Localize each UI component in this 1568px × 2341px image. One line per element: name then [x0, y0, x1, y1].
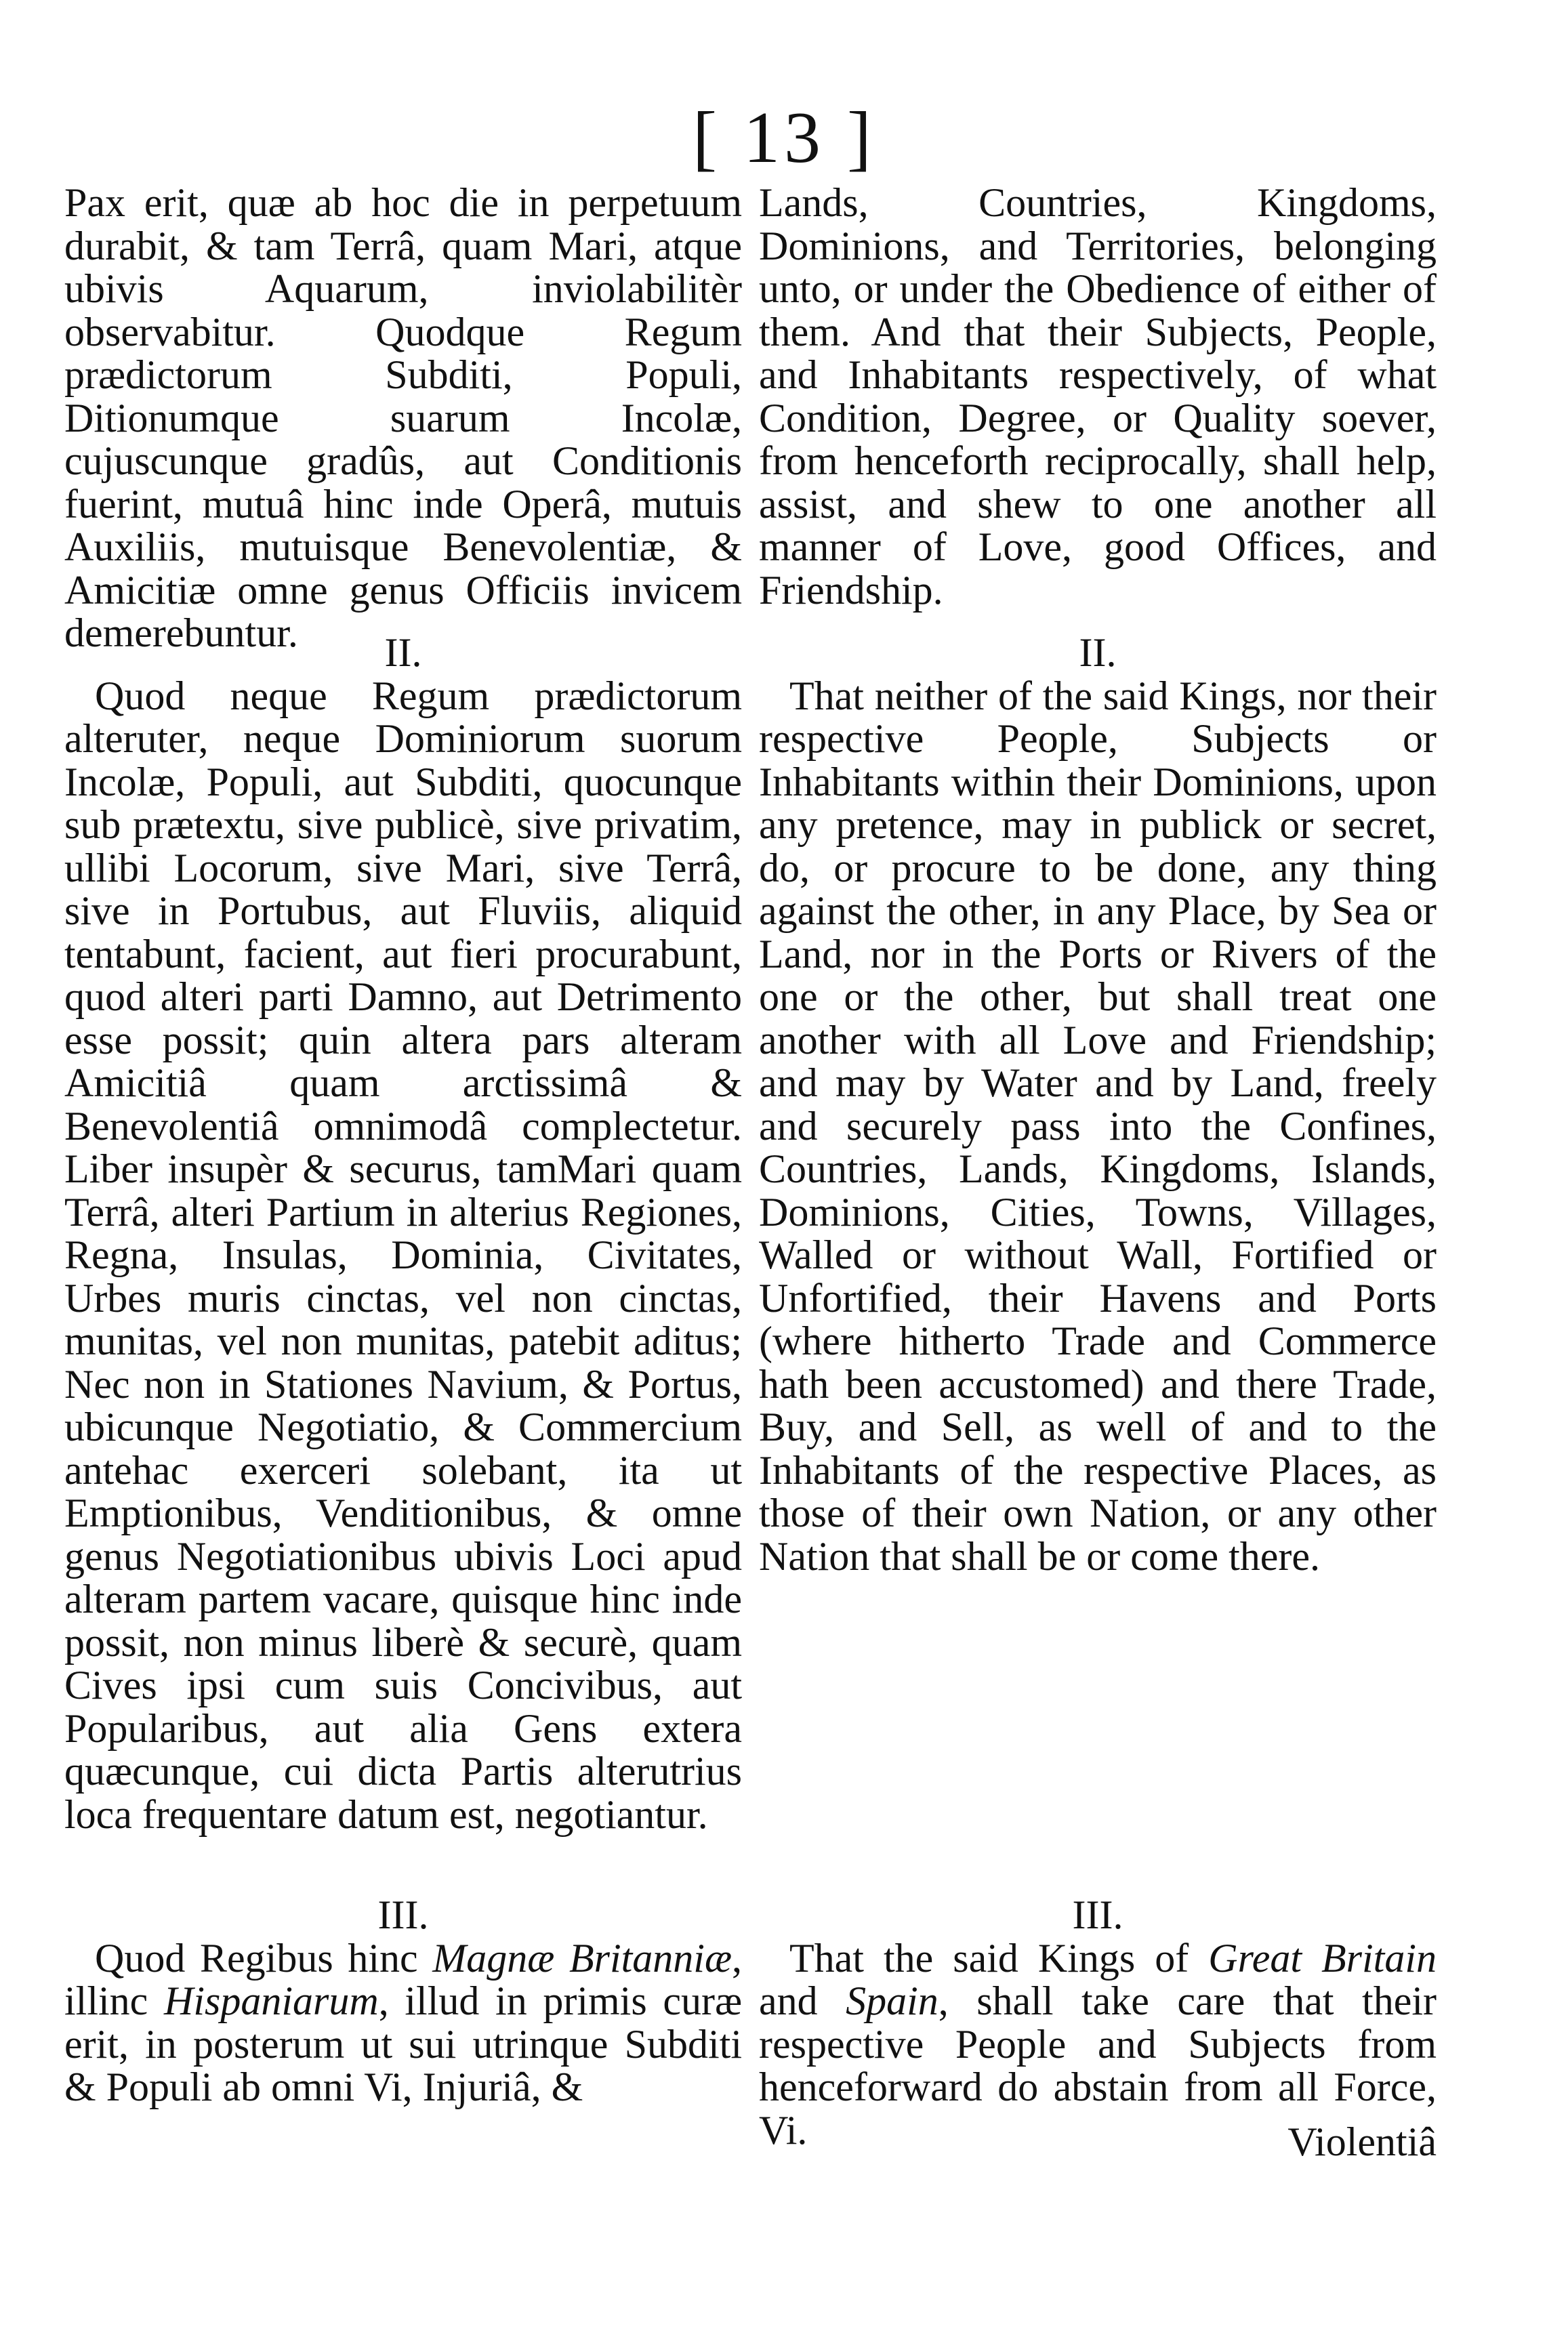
english-heading-3: III.	[1072, 1892, 1123, 1937]
latin-article-3	[64, 1894, 742, 2109]
latin-paragraph-3: Quod Regibus hinc Magnæ Britanniæ, illinc Hispaniarum, illud in primis curæ erit, in posterum ut sui utrinque Subditi & Populi ab omni Vi, Injuriâ, &	[64, 1935, 743, 2109]
catchword: Violentiâ	[1287, 2119, 1437, 2164]
latin-heading-3: III.	[377, 1892, 429, 1937]
english-paragraph-2: That neither of the said Kings, nor their respective People, Subjects or Inhabitants within their Dominions, upon any pretence, may in publick or secret, do, or procure to be done, any thing against the other, in any Place, by Sea or Land, nor in the Ports or Rivers of the one or the other, but shall treat one another with all Love and Friendship; and may by Water and by Land, freely and securely pass into the Confines, Countries, Lands, Kingdoms, Islands, Dominions, Cities, Towns, Villages, Walled or without Wall, Fortified or Unfortified, their Havens and Ports (where hitherto Trade and Commerce hath been accustomed) and there Trade, Buy, and Sell, as well of and to the Inhabitants of the respective Places, as those of their own Nation, or any other Nation that shall be or come there.	[759, 673, 1437, 1579]
english-italic-britain: Great Britain	[1208, 1935, 1437, 1981]
english-italic-spain: Spain	[846, 1979, 938, 2023]
english-paragraph-3: That the said Kings of Great Britain and Spain, shall take care that their respective People and Subjects from henceforward do abstain from all Force, Vi.	[759, 1935, 1437, 2153]
latin-paragraph-2: Quod neque Regum prædictorum alteruter, neque Dominiorum suorum Incolæ, Populi, aut Subditi, quocunque sub prætextu, sive publicè, sive privatim, ullibi Locorum, sive Mari, sive Terrâ, sive in Portubus, aut Fluviis, aliquid tentabunt, facient, aut fieri procurabunt, quod alteri parti Damno, aut Detrimento esse possit; quin altera pars alteram Amicitiâ quam arctissimâ & Benevolentiâ omnimodâ complectetur. Liber insupèr & securus, tamMari quam Terrâ, alteri Partium in alterius Regiones, Regna, Insulas, Dominia, Civitates, Urbes muris cinctas, vel non cinctas, munitas, vel non munitas, patebit aditus; Nec non in Stationes Navium, & Portus, ubicunque Negotiatio, & Commercium antehac exerceri solebant, ita ut Emptionibus, Venditionibus, & omne genus Negotiationibus ubivis Loci apud alteram partem vacare, quisque hinc inde possit, non minus liberè & securè, quam Cives ipsi cum suis Concivibus, aut Popularibus, aut alia Gens extera quæcunque, cui dicta Partis alterutrius loca frequentare datum est, negotiantur.	[64, 673, 742, 1837]
latin-paragraph-1: Pax erit, quæ ab hoc die in perpetuum durabit, & tam Terrâ, quam Mari, atque ubivis Aquarum, inviolabilitèr observabitur. Quodque Regum prædictorum Subditi, Populi, Ditionumque suarum Incolæ, cujuscunque gradûs, aut Conditionis fuerint, mutuâ hinc inde Operâ, mutuis Auxiliis, mutuisque Benevolentiæ, & Amicitiæ omne genus Officiis invicem demerebuntur.	[64, 180, 742, 655]
page-number: [ 13 ]	[693, 98, 875, 178]
english-article-3	[759, 1894, 1437, 2152]
english-article-1	[759, 182, 1437, 612]
latin-article-1	[64, 182, 742, 655]
english-article-2	[759, 631, 1437, 1578]
latin-italic-britain: Magnæ Britanniæ	[432, 1935, 732, 1981]
english-heading-2: II.	[1079, 630, 1117, 675]
english-paragraph-1: Lands, Countries, Kingdoms, Dominions, and Territories, belonging unto, or under the Obedience of either of them. And that their Subjects, People, and Inhabitants respectively, of what Condition, Degree, or Quality soever, from henceforth reciprocally, shall help, assist, and shew to one another all manner of Love, good Offices, and Friendship.	[759, 180, 1437, 613]
latin-italic-spain: Hispaniarum	[163, 1979, 379, 2023]
latin-heading-2: II.	[384, 630, 422, 675]
latin-article-2	[64, 631, 742, 1836]
